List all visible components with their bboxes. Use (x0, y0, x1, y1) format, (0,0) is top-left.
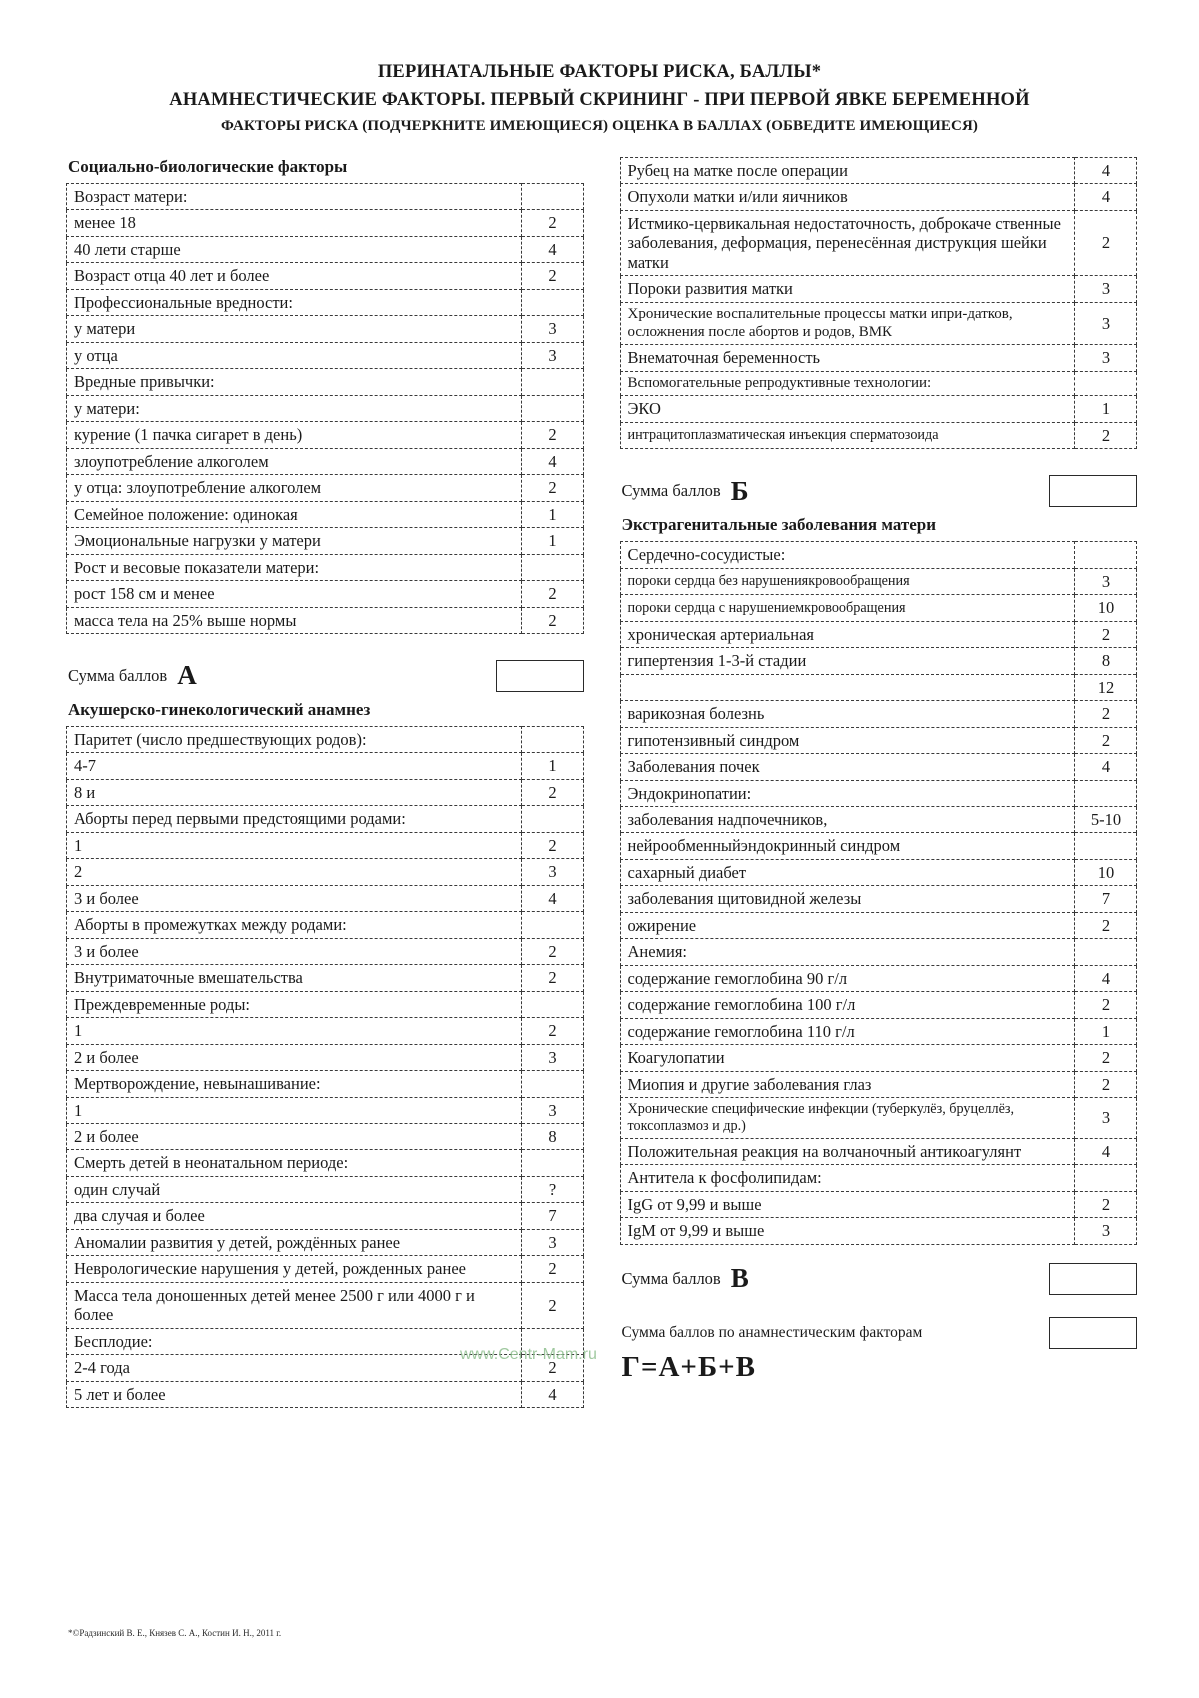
row-label: Профессиональные вредности: (67, 289, 522, 315)
total-formula: Г=А+Б+В (621, 1350, 756, 1383)
row-score[interactable]: 2 (521, 263, 583, 289)
row-score[interactable]: 3 (521, 859, 583, 885)
row-label: 1 (67, 1018, 522, 1044)
row-score[interactable]: 2 (521, 1355, 583, 1381)
row-label: Анемия: (620, 939, 1075, 965)
table-row (67, 289, 584, 315)
row-score[interactable]: 2 (1075, 422, 1137, 448)
row-score[interactable]: 3 (521, 1097, 583, 1123)
row-label: 1 (67, 832, 522, 858)
row-label: пороки сердца без нарушениякровообращения (620, 568, 1075, 594)
table-uterine-factors (620, 157, 1138, 449)
table-row (67, 1328, 584, 1354)
table-row (620, 1071, 1137, 1097)
row-score[interactable]: 3 (1075, 276, 1137, 302)
table-row (67, 1203, 584, 1229)
section-title-obstetric: Акушерско-гинекологический анамнез (68, 699, 371, 719)
table-row (67, 501, 584, 527)
table-row (67, 965, 584, 991)
row-score[interactable]: 3 (1075, 345, 1137, 371)
table-row (67, 1355, 584, 1381)
table-row (620, 648, 1137, 674)
sum-label-a: Сумма баллов (68, 665, 168, 685)
row-label: Паритет (число предшествующих родов): (67, 726, 522, 752)
row-score[interactable]: 4 (1075, 1138, 1137, 1164)
table-row (67, 1176, 584, 1202)
row-score[interactable]: 2 (521, 581, 583, 607)
row-score[interactable]: 2 (521, 607, 583, 633)
document-header (0, 0, 1199, 135)
table-row (67, 832, 584, 858)
row-score[interactable]: 2 (1075, 992, 1137, 1018)
row-score[interactable] (521, 991, 583, 1017)
row-label: Вспомогательные репродуктивные технологии: (620, 371, 1075, 396)
table-row (620, 965, 1137, 991)
row-label: один случай (67, 1176, 522, 1202)
row-label: у отца (67, 342, 522, 368)
row-label: ожирение (620, 912, 1075, 938)
table-row (620, 158, 1137, 184)
sum-label-b: Сумма баллов (621, 481, 721, 501)
table-row (67, 210, 584, 236)
row-score[interactable] (1075, 371, 1137, 396)
table-row (620, 1098, 1137, 1139)
sum-letter-b: Б (730, 475, 749, 506)
row-score[interactable]: 1 (1075, 1018, 1137, 1044)
table-row (620, 727, 1137, 753)
row-label: IgM от 9,99 и выше (620, 1218, 1075, 1244)
row-label: масса тела на 25% выше нормы (67, 607, 522, 633)
watermark: www.Centr-Mam.ru (460, 1346, 597, 1363)
row-label: 1 (67, 1097, 522, 1123)
row-score[interactable]: 4 (1075, 158, 1137, 184)
row-score[interactable]: 3 (1075, 568, 1137, 594)
table-row (67, 991, 584, 1017)
table-row (620, 780, 1137, 806)
table-social-biological-factors (66, 183, 584, 634)
row-score[interactable]: 2 (521, 475, 583, 501)
row-label: заболевания надпочечников, (620, 806, 1075, 832)
row-label: 2 и более (67, 1044, 522, 1070)
row-label: 3 и более (67, 885, 522, 911)
row-score[interactable]: 4 (521, 885, 583, 911)
row-label: Положительная реакция на волчаночный антикоагулянт (620, 1138, 1075, 1164)
row-label: Внематочная беременность (620, 345, 1075, 371)
row-label: Вредные привычки: (67, 369, 522, 395)
sum-letter-v: В (730, 1263, 749, 1293)
table-extragenital-diseases (620, 541, 1138, 1244)
row-score[interactable] (521, 369, 583, 395)
row-score[interactable]: 2 (521, 1256, 583, 1282)
left-column (66, 157, 584, 1408)
section-title-social: Социально-биологические факторы (68, 157, 348, 176)
table-row (67, 554, 584, 580)
row-score[interactable] (521, 1071, 583, 1097)
sum-input-a[interactable] (496, 660, 584, 692)
row-score[interactable]: 8 (521, 1124, 583, 1150)
table-row (620, 371, 1137, 396)
table-row (67, 395, 584, 421)
row-label: содержание гемоглобина 100 г/л (620, 992, 1075, 1018)
row-label: пороки сердца с нарушениемкровообращения (620, 595, 1075, 621)
sum-row-v (620, 1263, 1138, 1295)
row-label: Преждевременные роды: (67, 991, 522, 1017)
table-row (67, 1097, 584, 1123)
row-score[interactable]: 1 (521, 753, 583, 779)
table-row (67, 342, 584, 368)
row-label: Аборты перед первыми предстоящими родами: (67, 806, 522, 832)
row-label: у матери: (67, 395, 522, 421)
row-label: 5 лет и более (67, 1381, 522, 1407)
table-obstetric-gynecological-history (66, 726, 584, 1408)
row-label: Пороки развития матки (620, 276, 1075, 302)
table-row (67, 1381, 584, 1407)
footnote: *©Радзинский В. Е., Князев С. А., Костин И. Н., 2011 г. (68, 1628, 282, 1638)
row-score[interactable]: 3 (521, 1044, 583, 1070)
row-score[interactable] (1075, 542, 1137, 568)
row-score[interactable] (1075, 833, 1137, 859)
row-score[interactable]: 2 (1075, 1071, 1137, 1097)
row-label: Мертворождение, невынашивание: (67, 1071, 522, 1097)
row-score[interactable]: 2 (521, 779, 583, 805)
total-label: Сумма баллов по анамнестическим факторам (621, 1323, 923, 1341)
row-label: рост 158 см и менее (67, 581, 522, 607)
table-row (67, 806, 584, 832)
row-label: Антитела к фосфолипидам: (620, 1165, 1075, 1191)
table-row (620, 859, 1137, 885)
row-label: 2 и более (67, 1124, 522, 1150)
table-row (620, 302, 1137, 344)
table-row (620, 886, 1137, 912)
row-score[interactable] (521, 395, 583, 421)
table-row (67, 1044, 584, 1070)
table-row (620, 568, 1137, 594)
table-row (620, 542, 1137, 568)
table-row (620, 833, 1137, 859)
row-score[interactable]: 2 (521, 1282, 583, 1328)
table-row (67, 528, 584, 554)
row-label: гипертензия 1-3-й стадии (620, 648, 1075, 674)
row-label: менее 18 (67, 210, 522, 236)
table-row (67, 779, 584, 805)
table-row (67, 1256, 584, 1282)
row-label: Миопия и другие заболевания глаз (620, 1071, 1075, 1097)
row-label: Заболевания почек (620, 754, 1075, 780)
table-row (620, 1045, 1137, 1071)
row-score[interactable]: 2 (521, 965, 583, 991)
row-score[interactable]: 4 (1075, 965, 1137, 991)
row-label: Аборты в промежутках между родами: (67, 912, 522, 938)
row-score[interactable] (521, 726, 583, 752)
row-score[interactable]: 2 (1075, 1045, 1137, 1071)
row-score[interactable] (521, 289, 583, 315)
header-title-line3: ФАКТОРЫ РИСКА (ПОДЧЕРКНИТЕ ИМЕЮЩИЕСЯ) ОЦЕНКА В БАЛЛАХ (ОБВЕДИТЕ ИМЕЮЩИЕСЯ) (220, 118, 978, 134)
row-score[interactable]: 2 (521, 210, 583, 236)
row-score[interactable]: 2 (1075, 727, 1137, 753)
row-score[interactable]: 2 (521, 422, 583, 448)
row-score[interactable]: 7 (1075, 886, 1137, 912)
row-score[interactable]: 3 (521, 342, 583, 368)
row-score[interactable]: 4 (521, 236, 583, 262)
row-score[interactable] (521, 1150, 583, 1176)
row-label: 4-7 (67, 753, 522, 779)
table-row (67, 1150, 584, 1176)
table-row (620, 1191, 1137, 1217)
row-label: интрацитоплазматическая инъекция сперматозоида (620, 422, 1075, 448)
row-label: Смерть детей в неонатальном периоде: (67, 1150, 522, 1176)
table-row (620, 701, 1137, 727)
table-row (67, 607, 584, 633)
row-score[interactable]: 3 (521, 316, 583, 342)
table-row (620, 992, 1137, 1018)
table-row (67, 369, 584, 395)
table-row (620, 674, 1137, 700)
row-label: Возраст отца 40 лет и более (67, 263, 522, 289)
table-row (67, 184, 584, 210)
row-score[interactable]: 2 (1075, 1191, 1137, 1217)
row-label: Аномалии развития у детей, рождённых ранее (67, 1229, 522, 1255)
row-label: Рост и весовые показатели матери: (67, 554, 522, 580)
row-label: курение (1 пачка сигарет в день) (67, 422, 522, 448)
row-label: Хронические воспалительные процессы матки ипри-датков, осложнения после абортов и родов, ВМК (620, 302, 1075, 344)
table-row (620, 912, 1137, 938)
row-label: Рубец на матке после операции (620, 158, 1075, 184)
row-score[interactable] (521, 184, 583, 210)
table-row (67, 1124, 584, 1150)
row-label: у отца: злоупотребление алкоголем (67, 475, 522, 501)
row-label: Внутриматочные вмешательства (67, 965, 522, 991)
row-label: содержание гемоглобина 110 г/л (620, 1018, 1075, 1044)
table-row (620, 1018, 1137, 1044)
table-row (620, 184, 1137, 210)
row-label: гипотензивный синдром (620, 727, 1075, 753)
right-column (620, 157, 1138, 1408)
table-row (67, 938, 584, 964)
header-title-line2: АНАМНЕСТИЧЕСКИЕ ФАКТОРЫ. ПЕРВЫЙ СКРИНИНГ - ПРИ ПЕРВОЙ ЯВКЕ БЕРЕМЕННОЙ (169, 90, 1030, 110)
table-row (67, 726, 584, 752)
total-input[interactable] (1049, 1317, 1137, 1349)
row-label: Истмико-цервикальная недостаточность, доброкаче ственные заболевания, деформация, перенесённая диструкция шейки матки (620, 210, 1075, 275)
table-row (620, 621, 1137, 647)
header-title-line1: ПЕРИНАТАЛЬНЫЕ ФАКТОРЫ РИСКА, БАЛЛЫ* (377, 62, 822, 82)
row-score[interactable]: 5-10 (1075, 806, 1137, 832)
table-row (620, 345, 1137, 371)
table-row (67, 422, 584, 448)
row-score[interactable]: 4 (1075, 184, 1137, 210)
row-label: Хронические специфические инфекции (туберкулёз, бруцеллёз, токсоплазмоз и др.) (620, 1098, 1075, 1139)
row-score[interactable]: 2 (1075, 621, 1137, 647)
row-score[interactable]: 1 (521, 501, 583, 527)
sum-label-v: Сумма баллов (621, 1268, 721, 1288)
row-score[interactable]: 3 (1075, 1218, 1137, 1244)
table-row (620, 422, 1137, 448)
table-row (67, 912, 584, 938)
row-label: 8 и (67, 779, 522, 805)
row-score[interactable] (1075, 780, 1137, 806)
row-label: нейрообменныйэндокринный синдром (620, 833, 1075, 859)
row-label: у матери (67, 316, 522, 342)
sum-total-row (620, 1317, 1138, 1349)
table-row (67, 885, 584, 911)
section-title-extragenital: Экстрагенитальные заболевания матери (621, 515, 937, 535)
table-row (67, 263, 584, 289)
row-score[interactable] (521, 1328, 583, 1354)
row-score[interactable]: 4 (1075, 754, 1137, 780)
table-row (620, 1138, 1137, 1164)
table-row (67, 236, 584, 262)
row-score[interactable] (521, 806, 583, 832)
row-label: варикозная болезнь (620, 701, 1075, 727)
row-label: 40 лети старше (67, 236, 522, 262)
row-score[interactable]: ? (521, 1176, 583, 1202)
row-score[interactable]: 3 (521, 1229, 583, 1255)
sum-input-b[interactable] (1049, 475, 1137, 507)
table-row (67, 1282, 584, 1328)
row-label: 3 и более (67, 938, 522, 964)
row-label: Бесплодие: (67, 1328, 522, 1354)
row-label: два случая и более (67, 1203, 522, 1229)
row-score[interactable]: 2 (521, 938, 583, 964)
table-row (620, 1165, 1137, 1191)
row-score[interactable] (1075, 1165, 1137, 1191)
row-label: ЭКО (620, 396, 1075, 422)
row-score[interactable] (1075, 939, 1137, 965)
row-score[interactable]: 7 (521, 1203, 583, 1229)
sum-row-b (620, 475, 1138, 507)
table-row (620, 939, 1137, 965)
table-row (67, 581, 584, 607)
table-row (620, 595, 1137, 621)
row-label: IgG от 9,99 и выше (620, 1191, 1075, 1217)
row-score[interactable]: 2 (521, 1018, 583, 1044)
row-score[interactable]: 3 (1075, 1098, 1137, 1139)
row-label: Семейное положение: одинокая (67, 501, 522, 527)
row-label: Эндокринопатии: (620, 780, 1075, 806)
row-label: злоупотребление алкоголем (67, 448, 522, 474)
row-label: Коагулопатии (620, 1045, 1075, 1071)
sum-row-a (66, 660, 584, 692)
row-label: Возраст матери: (67, 184, 522, 210)
two-column-layout (0, 157, 1199, 1408)
row-score[interactable]: 2 (521, 832, 583, 858)
sum-letter-a: А (177, 660, 197, 691)
table-row (67, 475, 584, 501)
row-score[interactable] (521, 554, 583, 580)
table-row (67, 448, 584, 474)
row-label: 2-4 года (67, 1355, 522, 1381)
row-score[interactable]: 10 (1075, 859, 1137, 885)
row-label: хроническая артериальная (620, 621, 1075, 647)
row-score[interactable]: 8 (1075, 648, 1137, 674)
table-row (67, 1071, 584, 1097)
row-score[interactable]: 1 (521, 528, 583, 554)
table-row (67, 316, 584, 342)
table-row (67, 1229, 584, 1255)
table-row (67, 859, 584, 885)
row-score[interactable]: 12 (1075, 674, 1137, 700)
row-score[interactable]: 4 (521, 1381, 583, 1407)
row-score[interactable]: 2 (1075, 912, 1137, 938)
row-label (620, 674, 1075, 700)
row-score[interactable]: 4 (521, 448, 583, 474)
row-label: заболевания щитовидной железы (620, 886, 1075, 912)
row-label: Неврологические нарушения у детей, рожденных ранее (67, 1256, 522, 1282)
row-score[interactable]: 1 (1075, 396, 1137, 422)
row-label: Эмоциональные нагрузки у матери (67, 528, 522, 554)
row-label: 2 (67, 859, 522, 885)
table-row (620, 754, 1137, 780)
table-row (67, 1018, 584, 1044)
row-label: Опухоли матки и/или яичников (620, 184, 1075, 210)
row-label: сахарный диабет (620, 859, 1075, 885)
row-label: Масса тела доношенных детей менее 2500 г или 4000 г и более (67, 1282, 522, 1328)
sum-input-v[interactable] (1049, 1263, 1137, 1295)
table-row (67, 753, 584, 779)
row-label: Сердечно-сосудистые: (620, 542, 1075, 568)
row-score[interactable] (521, 912, 583, 938)
row-score[interactable]: 3 (1075, 302, 1137, 344)
table-row (620, 210, 1137, 275)
row-score[interactable]: 2 (1075, 210, 1137, 275)
table-row (620, 396, 1137, 422)
table-row (620, 1218, 1137, 1244)
row-score[interactable]: 2 (1075, 701, 1137, 727)
table-row (620, 276, 1137, 302)
row-score[interactable]: 10 (1075, 595, 1137, 621)
row-label: содержание гемоглобина 90 г/л (620, 965, 1075, 991)
table-row (620, 806, 1137, 832)
